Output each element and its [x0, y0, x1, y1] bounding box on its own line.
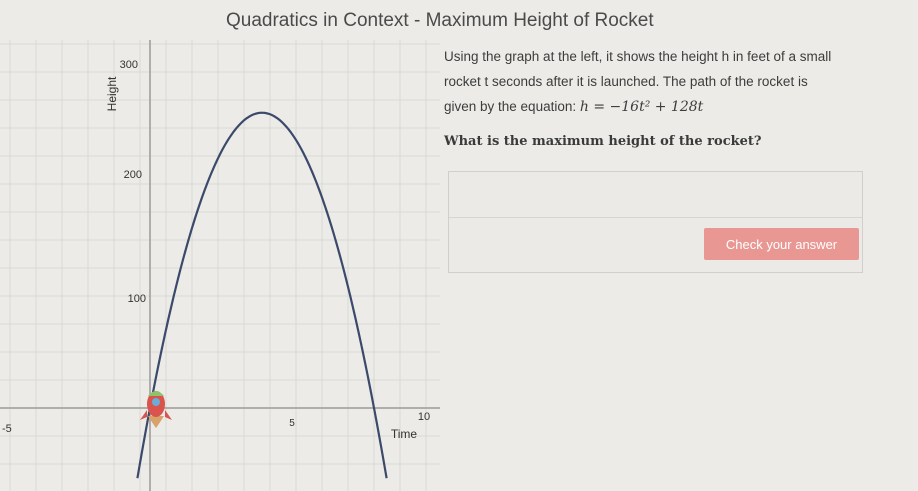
problem-line-3 — [444, 94, 914, 120]
check-answer-button[interactable]: Check your answer — [704, 228, 859, 260]
x-tick-min: -5 — [2, 423, 12, 435]
problem-line-1: Using the graph at the left, it shows the height h in feet of a small — [444, 49, 832, 64]
answer-divider — [449, 217, 862, 218]
problem-line-2: rocket t seconds after it is launched. The path of the rocket is — [444, 74, 808, 89]
problem-panel — [444, 44, 914, 149]
y-tick-100: 100 — [127, 293, 146, 305]
question-text: What is the maximum height of the rocket? — [444, 134, 762, 149]
page-title: Quadratics in Context - Maximum Height of Rocket — [226, 10, 654, 31]
x-tick-mid: 5 — [289, 418, 295, 429]
x-tick-max: 10 — [417, 411, 431, 423]
graph-grid — [0, 40, 440, 491]
y-axis-label: Height — [105, 76, 119, 112]
equation-intro: given by the equation: — [444, 99, 577, 114]
height-curve — [137, 113, 386, 479]
equation: h = −16t² + 128t — [579, 99, 704, 115]
x-axis-label: Time — [390, 427, 418, 441]
height-time-graph — [0, 40, 440, 491]
y-tick-200: 200 — [123, 169, 142, 181]
y-tick-300: 300 — [119, 59, 138, 71]
rocket-icon — [140, 391, 172, 428]
